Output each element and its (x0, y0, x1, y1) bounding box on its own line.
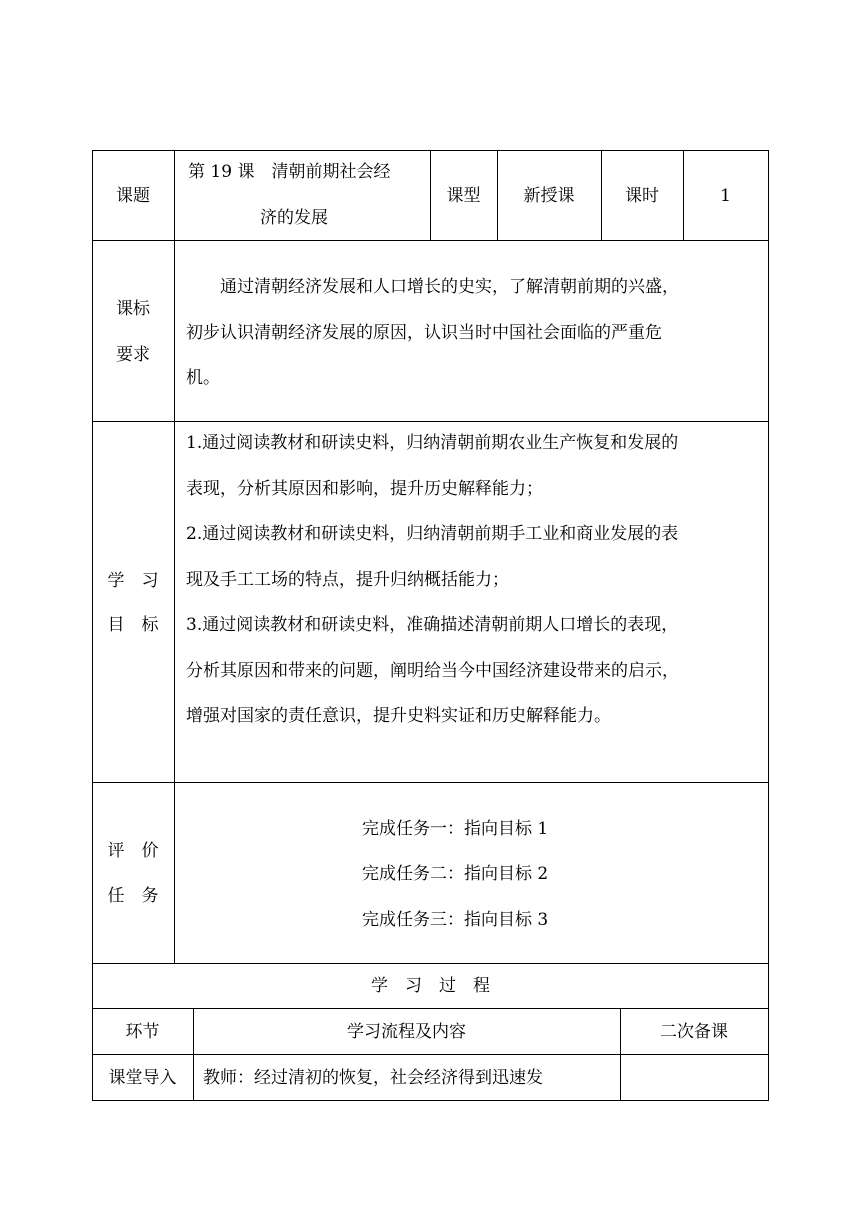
rule (92, 421, 769, 422)
rule (92, 963, 769, 964)
hours-value: 1 (720, 186, 731, 206)
col-content-header: 学习流程及内容 (347, 1022, 466, 1042)
rule (92, 782, 769, 783)
type-value: 新授课 (523, 186, 575, 206)
topic-value-line2: 济的发展 (260, 208, 328, 228)
evaluation-task: 完成任务一：指向目标 1 (362, 819, 549, 839)
standard-line: 机。 (186, 368, 220, 388)
rule (92, 240, 769, 241)
process-title: 学 习 过 程 (371, 976, 490, 996)
objective-line: 分析其原因和带来的问题，阐明给当今中国经济建设带来的启示， (186, 661, 679, 681)
standard-line: 初步认识清朝经济发展的原因，认识当时中国社会面临的严重危 (186, 323, 662, 343)
standard-line: 通过清朝经济发展和人口增长的史实，了解清朝前期的兴盛， (186, 277, 679, 297)
objective-line: 现及手工工场的特点，提升归纳概括能力； (186, 570, 509, 590)
objectives-label-line1: 学 习 (107, 571, 159, 591)
evaluation-task: 完成任务三：指向目标 3 (362, 910, 549, 930)
objective-line: 3.通过阅读教材和研读史料，准确描述清朝前期人口增长的表现， (186, 615, 679, 635)
rule (92, 1100, 769, 1101)
row-content: 教师：经过清初的恢复，社会经济得到迅速发 (203, 1068, 543, 1088)
rule (174, 150, 175, 963)
topic-value-line1: 第 19 课 清朝前期社会经 (188, 162, 391, 182)
objective-line: 表现，分析其原因和影响，提升历史解释能力； (186, 479, 543, 499)
evaluation-label-line1: 评 价 (107, 841, 159, 861)
type-label: 课型 (446, 186, 481, 206)
evaluation-task: 完成任务二：指向目标 2 (362, 864, 549, 884)
objective-line: 增强对国家的责任意识，提升史料实证和历史解释能力。 (186, 706, 611, 726)
col-stage-header: 环节 (125, 1022, 160, 1042)
objective-line: 1.通过阅读教材和研读史料，归纳清朝前期农业生产恢复和发展的 (186, 433, 679, 453)
col-notes-header: 二次备课 (660, 1022, 728, 1042)
rule (768, 150, 769, 1101)
standard-label-line1: 课标 (116, 299, 150, 319)
standard-label-line2: 要求 (116, 345, 150, 365)
row-stage: 课堂导入 (108, 1068, 177, 1088)
objective-line: 2.通过阅读教材和研读史料，归纳清朝前期手工业和商业发展的表 (186, 524, 679, 544)
topic-label: 课题 (116, 186, 150, 206)
hours-label: 课时 (625, 186, 659, 206)
objectives-label-line2: 目 标 (107, 615, 159, 635)
evaluation-label-line2: 任 务 (107, 886, 159, 906)
